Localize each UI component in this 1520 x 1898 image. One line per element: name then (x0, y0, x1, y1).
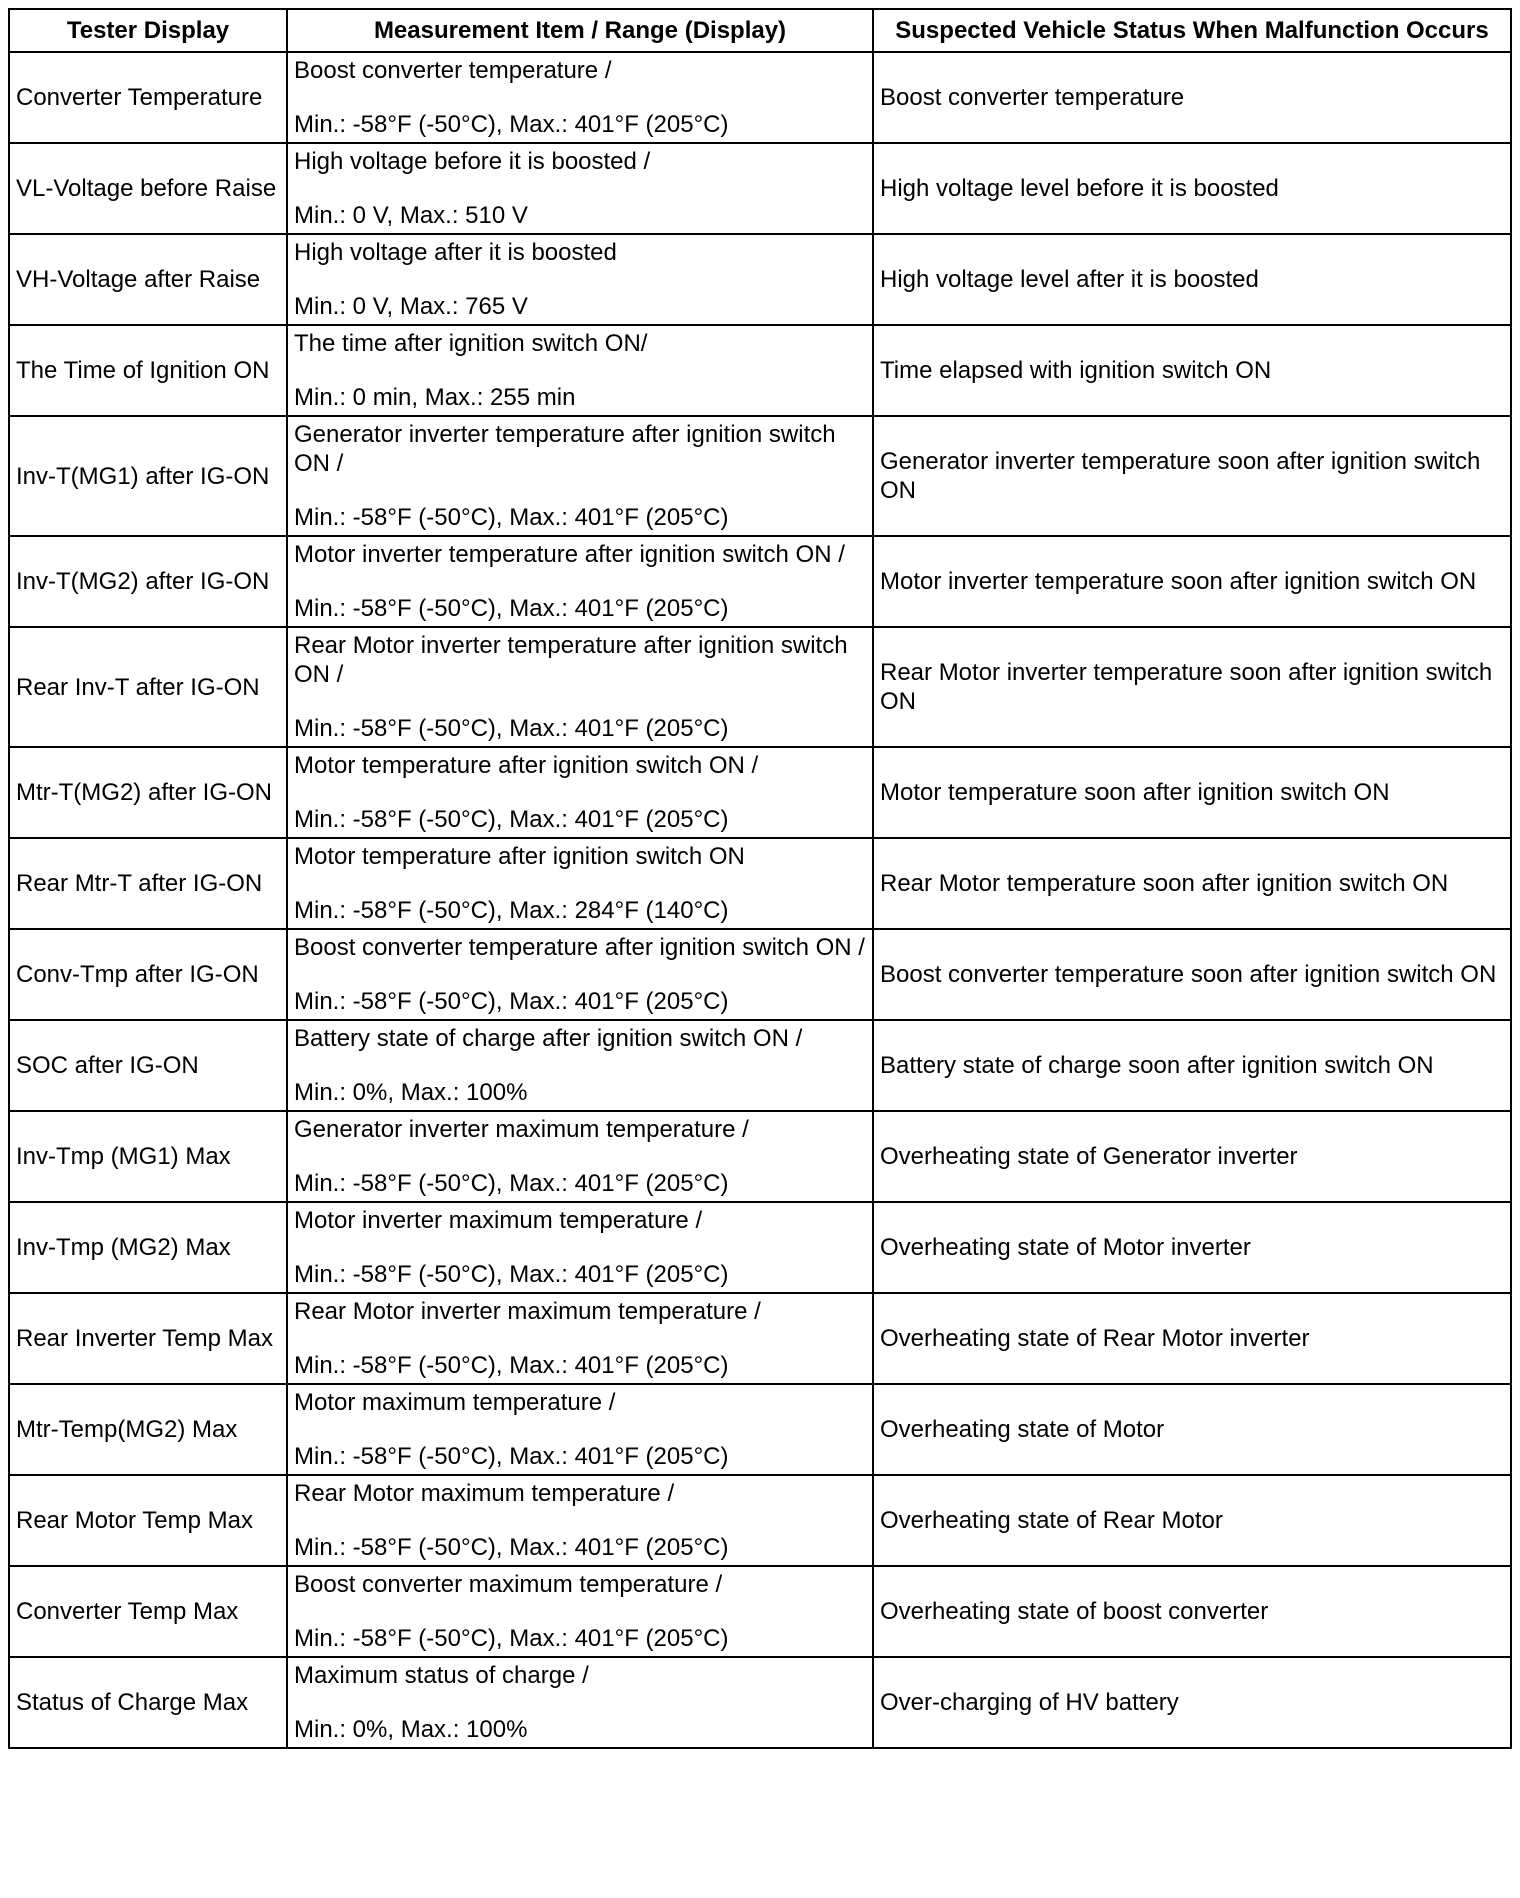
measurement-cell (287, 627, 873, 747)
measurement-range: Min.: -58°F (-50°C), Max.: 401°F (205°C) (294, 806, 729, 833)
table-row (9, 1657, 1511, 1748)
table-row (9, 325, 1511, 416)
tester-display-cell: Status of Charge Max (9, 1657, 287, 1748)
measurement-range: Min.: -58°F (-50°C), Max.: 401°F (205°C) (294, 595, 729, 622)
measurement-range: Min.: 0%, Max.: 100% (294, 1079, 528, 1106)
table-row (9, 627, 1511, 747)
measurement-item: Rear Motor inverter temperature after ignition switch ON / (294, 632, 848, 688)
tester-display-cell: Rear Inv-T after IG-ON (9, 627, 287, 747)
table-row (9, 838, 1511, 929)
measurement-item: The time after ignition switch ON/ (294, 330, 648, 357)
measurement-item: High voltage after it is boosted (294, 239, 617, 266)
measurement-item: Boost converter temperature after ignition switch ON / (294, 934, 865, 961)
suspected-status-cell: Battery state of charge soon after ignition switch ON (873, 1020, 1511, 1111)
measurement-item: Boost converter maximum temperature / (294, 1571, 723, 1598)
table-row (9, 1020, 1511, 1111)
table-row (9, 234, 1511, 325)
table-row (9, 52, 1511, 143)
measurement-item: Rear Motor maximum temperature / (294, 1480, 675, 1507)
measurement-cell (287, 838, 873, 929)
suspected-status-cell: Rear Motor inverter temperature soon after ignition switch ON (873, 627, 1511, 747)
tester-display-cell: VH-Voltage after Raise (9, 234, 287, 325)
table-row (9, 1293, 1511, 1384)
suspected-status-cell: Overheating state of boost converter (873, 1566, 1511, 1657)
table-row (9, 929, 1511, 1020)
measurement-range: Min.: -58°F (-50°C), Max.: 284°F (140°C) (294, 897, 729, 924)
measurement-cell (287, 747, 873, 838)
table-row (9, 416, 1511, 536)
measurement-item: Motor temperature after ignition switch ON (294, 843, 745, 870)
suspected-status-cell: Boost converter temperature soon after ignition switch ON (873, 929, 1511, 1020)
table-row (9, 536, 1511, 627)
suspected-status-cell: Overheating state of Motor (873, 1384, 1511, 1475)
measurement-cell (287, 1293, 873, 1384)
measurement-item: Motor temperature after ignition switch ON / (294, 752, 759, 779)
measurement-cell (287, 52, 873, 143)
measurement-item: Maximum status of charge / (294, 1662, 589, 1689)
measurement-cell (287, 416, 873, 536)
measurement-range: Min.: -58°F (-50°C), Max.: 401°F (205°C) (294, 1534, 729, 1561)
data-list-table-container (8, 8, 1510, 1749)
table-header-row (9, 9, 1511, 52)
suspected-status-cell: Overheating state of Motor inverter (873, 1202, 1511, 1293)
tester-display-cell: Rear Inverter Temp Max (9, 1293, 287, 1384)
measurement-item: High voltage before it is boosted / (294, 148, 651, 175)
measurement-cell (287, 1111, 873, 1202)
measurement-item: Motor inverter maximum temperature / (294, 1207, 703, 1234)
measurement-range: Min.: 0%, Max.: 100% (294, 1716, 528, 1743)
suspected-status-cell: High voltage level before it is boosted (873, 143, 1511, 234)
measurement-cell (287, 1202, 873, 1293)
tester-display-cell: Converter Temp Max (9, 1566, 287, 1657)
tester-display-cell: The Time of Ignition ON (9, 325, 287, 416)
measurement-item: Generator inverter temperature after ignition switch ON / (294, 421, 836, 477)
measurement-range: Min.: -58°F (-50°C), Max.: 401°F (205°C) (294, 1443, 729, 1470)
table-row (9, 1566, 1511, 1657)
table-row (9, 1111, 1511, 1202)
suspected-status-cell: Generator inverter temperature soon after ignition switch ON (873, 416, 1511, 536)
header-measurement-item: Measurement Item / Range (Display) (287, 9, 873, 52)
measurement-item: Motor inverter temperature after ignition switch ON / (294, 541, 845, 568)
measurement-cell (287, 234, 873, 325)
measurement-range: Min.: 0 V, Max.: 510 V (294, 202, 528, 229)
header-suspected-status: Suspected Vehicle Status When Malfunction Occurs (873, 9, 1511, 52)
tester-display-cell: SOC after IG-ON (9, 1020, 287, 1111)
suspected-status-cell: Motor inverter temperature soon after ignition switch ON (873, 536, 1511, 627)
table-row (9, 1384, 1511, 1475)
measurement-item: Generator inverter maximum temperature / (294, 1116, 749, 1143)
measurement-range: Min.: -58°F (-50°C), Max.: 401°F (205°C) (294, 988, 729, 1015)
header-tester-display: Tester Display (9, 9, 287, 52)
tester-display-cell: Conv-Tmp after IG-ON (9, 929, 287, 1020)
measurement-cell (287, 1384, 873, 1475)
suspected-status-cell: Time elapsed with ignition switch ON (873, 325, 1511, 416)
measurement-range: Min.: -58°F (-50°C), Max.: 401°F (205°C) (294, 1352, 729, 1379)
table-row (9, 143, 1511, 234)
measurement-item: Rear Motor inverter maximum temperature / (294, 1298, 761, 1325)
tester-display-cell: Rear Mtr-T after IG-ON (9, 838, 287, 929)
measurement-cell (287, 929, 873, 1020)
measurement-cell (287, 1020, 873, 1111)
tester-display-cell: VL-Voltage before Raise (9, 143, 287, 234)
measurement-cell (287, 536, 873, 627)
measurement-cell (287, 1657, 873, 1748)
measurement-item: Boost converter temperature / (294, 57, 612, 84)
measurement-cell (287, 1566, 873, 1657)
suspected-status-cell: Overheating state of Rear Motor (873, 1475, 1511, 1566)
measurement-range: Min.: -58°F (-50°C), Max.: 401°F (205°C) (294, 1625, 729, 1652)
measurement-range: Min.: -58°F (-50°C), Max.: 401°F (205°C) (294, 1261, 729, 1288)
measurement-cell (287, 143, 873, 234)
suspected-status-cell: Over-charging of HV battery (873, 1657, 1511, 1748)
measurement-range: Min.: -58°F (-50°C), Max.: 401°F (205°C) (294, 715, 729, 742)
suspected-status-cell: Overheating state of Generator inverter (873, 1111, 1511, 1202)
measurement-range: Min.: -58°F (-50°C), Max.: 401°F (205°C) (294, 111, 729, 138)
measurement-cell (287, 325, 873, 416)
measurement-item: Battery state of charge after ignition switch ON / (294, 1025, 803, 1052)
suspected-status-cell: Boost converter temperature (873, 52, 1511, 143)
tester-display-cell: Rear Motor Temp Max (9, 1475, 287, 1566)
table-row (9, 747, 1511, 838)
suspected-status-cell: Rear Motor temperature soon after ignition switch ON (873, 838, 1511, 929)
data-list-table (8, 8, 1512, 1749)
table-row (9, 1475, 1511, 1566)
tester-display-cell: Inv-Tmp (MG1) Max (9, 1111, 287, 1202)
measurement-range: Min.: -58°F (-50°C), Max.: 401°F (205°C) (294, 1170, 729, 1197)
measurement-range: Min.: -58°F (-50°C), Max.: 401°F (205°C) (294, 504, 729, 531)
table-row (9, 1202, 1511, 1293)
measurement-cell (287, 1475, 873, 1566)
tester-display-cell: Mtr-Temp(MG2) Max (9, 1384, 287, 1475)
tester-display-cell: Inv-Tmp (MG2) Max (9, 1202, 287, 1293)
tester-display-cell: Mtr-T(MG2) after IG-ON (9, 747, 287, 838)
tester-display-cell: Inv-T(MG2) after IG-ON (9, 536, 287, 627)
suspected-status-cell: Motor temperature soon after ignition switch ON (873, 747, 1511, 838)
measurement-item: Motor maximum temperature / (294, 1389, 616, 1416)
tester-display-cell: Converter Temperature (9, 52, 287, 143)
measurement-range: Min.: 0 min, Max.: 255 min (294, 384, 576, 411)
measurement-range: Min.: 0 V, Max.: 765 V (294, 293, 528, 320)
tester-display-cell: Inv-T(MG1) after IG-ON (9, 416, 287, 536)
suspected-status-cell: High voltage level after it is boosted (873, 234, 1511, 325)
suspected-status-cell: Overheating state of Rear Motor inverter (873, 1293, 1511, 1384)
